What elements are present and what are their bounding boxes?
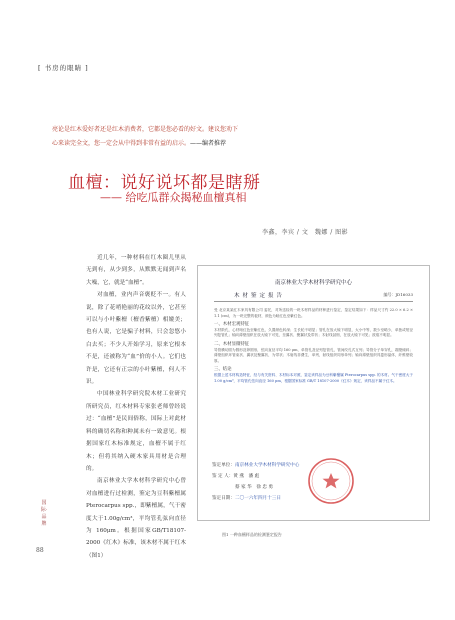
editor-intro-line1 bbox=[52, 127, 432, 133]
sign-person: 黄 燕 潘 彪 bbox=[233, 474, 260, 479]
certificate-image bbox=[197, 265, 430, 521]
sign-person: 蔡 家 华 徐 忠 勇 bbox=[235, 485, 273, 490]
certificate-section-title: 一、木材宏观特征 bbox=[214, 322, 250, 328]
sign-person-label: 鉴 定 人： bbox=[212, 474, 234, 479]
certificate-title: 木材鉴定报告 bbox=[234, 293, 286, 299]
body-paragraph: 南京林业大学木材科学研究中心曾对血檀进行过检测，鉴定为豆科紫檀属 Pterocarpus spp.，即紫檀属，气干密度大于1.00g/cm³，平均管孔弦向直径为 160μm。根据国家GB/T18107-2000《红木》标准，该木材不属于红木（图1） bbox=[86, 478, 186, 559]
body-paragraph: 近几年，一种材料在红木圈儿里从无到有，从少到多，从默默无闻到声名大噪，它，就是“血檀”。 bbox=[86, 255, 186, 286]
byline: 李鑫，李宾 / 文 魏娜 / 图影 bbox=[262, 229, 349, 236]
sign-unit-label: 鉴定单位： bbox=[212, 463, 235, 468]
body-paragraph: 对血檀，业内声音褒贬不一。有人说，除了花哨艳丽的花纹以外，它甚至可以与小叶紫檀（檀香紫檀）相媲美；也有人说，它是骗子材料，只会忽悠小白去买；不少人开始学习，原来它根本不是，还被称为“血”价的小人。它们也许是，它还有正宗的小叶紫檀，何人不识。 bbox=[86, 292, 186, 386]
side-section-label: 国际·品牌 bbox=[40, 500, 48, 527]
editor-intro-line2 bbox=[52, 141, 432, 147]
page-number: 88 bbox=[36, 547, 44, 554]
official-seal-icon bbox=[306, 456, 356, 506]
certificate-number: 编号：JD16033 bbox=[383, 292, 413, 297]
certificate-conclusion: 根据上述木材构造特征，经与有关资料、木材标本对照，鉴定该样品为豆科紫檀属 Pterocarpus spp. 的木材。气干密度大于 1.00 g/cm³，平均管孔弦向直径 160 μm，根据国家标准 GB/T 18107-2000《红木》规定，该样品不属于红木。 bbox=[214, 372, 413, 383]
sign-unit: 南京林业大学木材科学研究中心 bbox=[234, 463, 300, 468]
article-body bbox=[86, 252, 186, 562]
editor-intro-text: 心来读完全文，您一定会从中得到非常有益的启示。 bbox=[52, 140, 191, 147]
certificate-body bbox=[214, 308, 413, 384]
article-title: 血檀：说好说坏都是瞎掰 bbox=[68, 173, 261, 193]
certificate-signature-block bbox=[212, 460, 299, 504]
editor-intro-text: 亮论是红木爱好者还是红木消费者，它都是您必看的好文。建议您劝下 bbox=[52, 126, 239, 133]
certificate-intro: 受 北京某某红木家具有限公司 委托，对所送检的一块木材样品的材种进行鉴定，鉴定结果如下：样品尺寸约 22.0 × 6.2 × 1.1 (cm)，为一块完整的板材，颜色为暗红色至紫红色。 bbox=[214, 308, 413, 318]
certificate-institution: 南京林业大学木材科学研究中心 bbox=[274, 280, 352, 286]
column-tag: [ 书房的眼睛 ] bbox=[38, 64, 89, 72]
certificate-section-title: 二、木材显微特征 bbox=[214, 341, 250, 347]
figure-caption: 图1 一种血檀样品的检测鉴定报告 bbox=[222, 532, 282, 537]
sign-date: 二〇一六年四月十三日 bbox=[234, 496, 281, 501]
certificate-section-text: 木材散孔，心材暗红色至紫红色，久置颜色转深；生长轮不明显；管孔在放大镜下明显，大小中等，数少至略少，单独或短径列复管孔；轴向薄壁组织在放大镜下可见，呈翼状、聚翼状及带状；木射线甚细，在放大镜下可见；波痕不明显。 bbox=[214, 327, 413, 338]
sign-date-label: 鉴定日期： bbox=[212, 496, 235, 501]
certificate-divider bbox=[214, 301, 413, 302]
certificate-section-text: 导管横切面为圆形及卵圆形，弦向直径平均 160 μm，单管孔及径列复管孔，管间纹孔式互列；导管分子单穿孔，端壁倾斜；薄壁组织环管束状、翼状及聚翼状，为带状；木射线非叠生，单列，射线组织同形单列；轴向薄壁组织具菱形晶体，纤维壁较厚。 bbox=[214, 347, 413, 363]
certificate-section-title: 三、结论 bbox=[214, 367, 232, 373]
body-paragraph: 中国林业科学研究院木材工业研究所研究员，红木材料专家张老师曾经说过：“血檀”是民间俗称，国际上对此材料的确切名称和种属未有一致意见。根据国家红木标准规定，血檀不属于红木；但将其纳入硬木家具用材是合理的。 bbox=[86, 391, 186, 472]
article-subtitle: —— 给吃瓜群众揭秘血檀真相 bbox=[100, 191, 247, 204]
editor-recommend: ——编者推荐 bbox=[190, 140, 227, 147]
